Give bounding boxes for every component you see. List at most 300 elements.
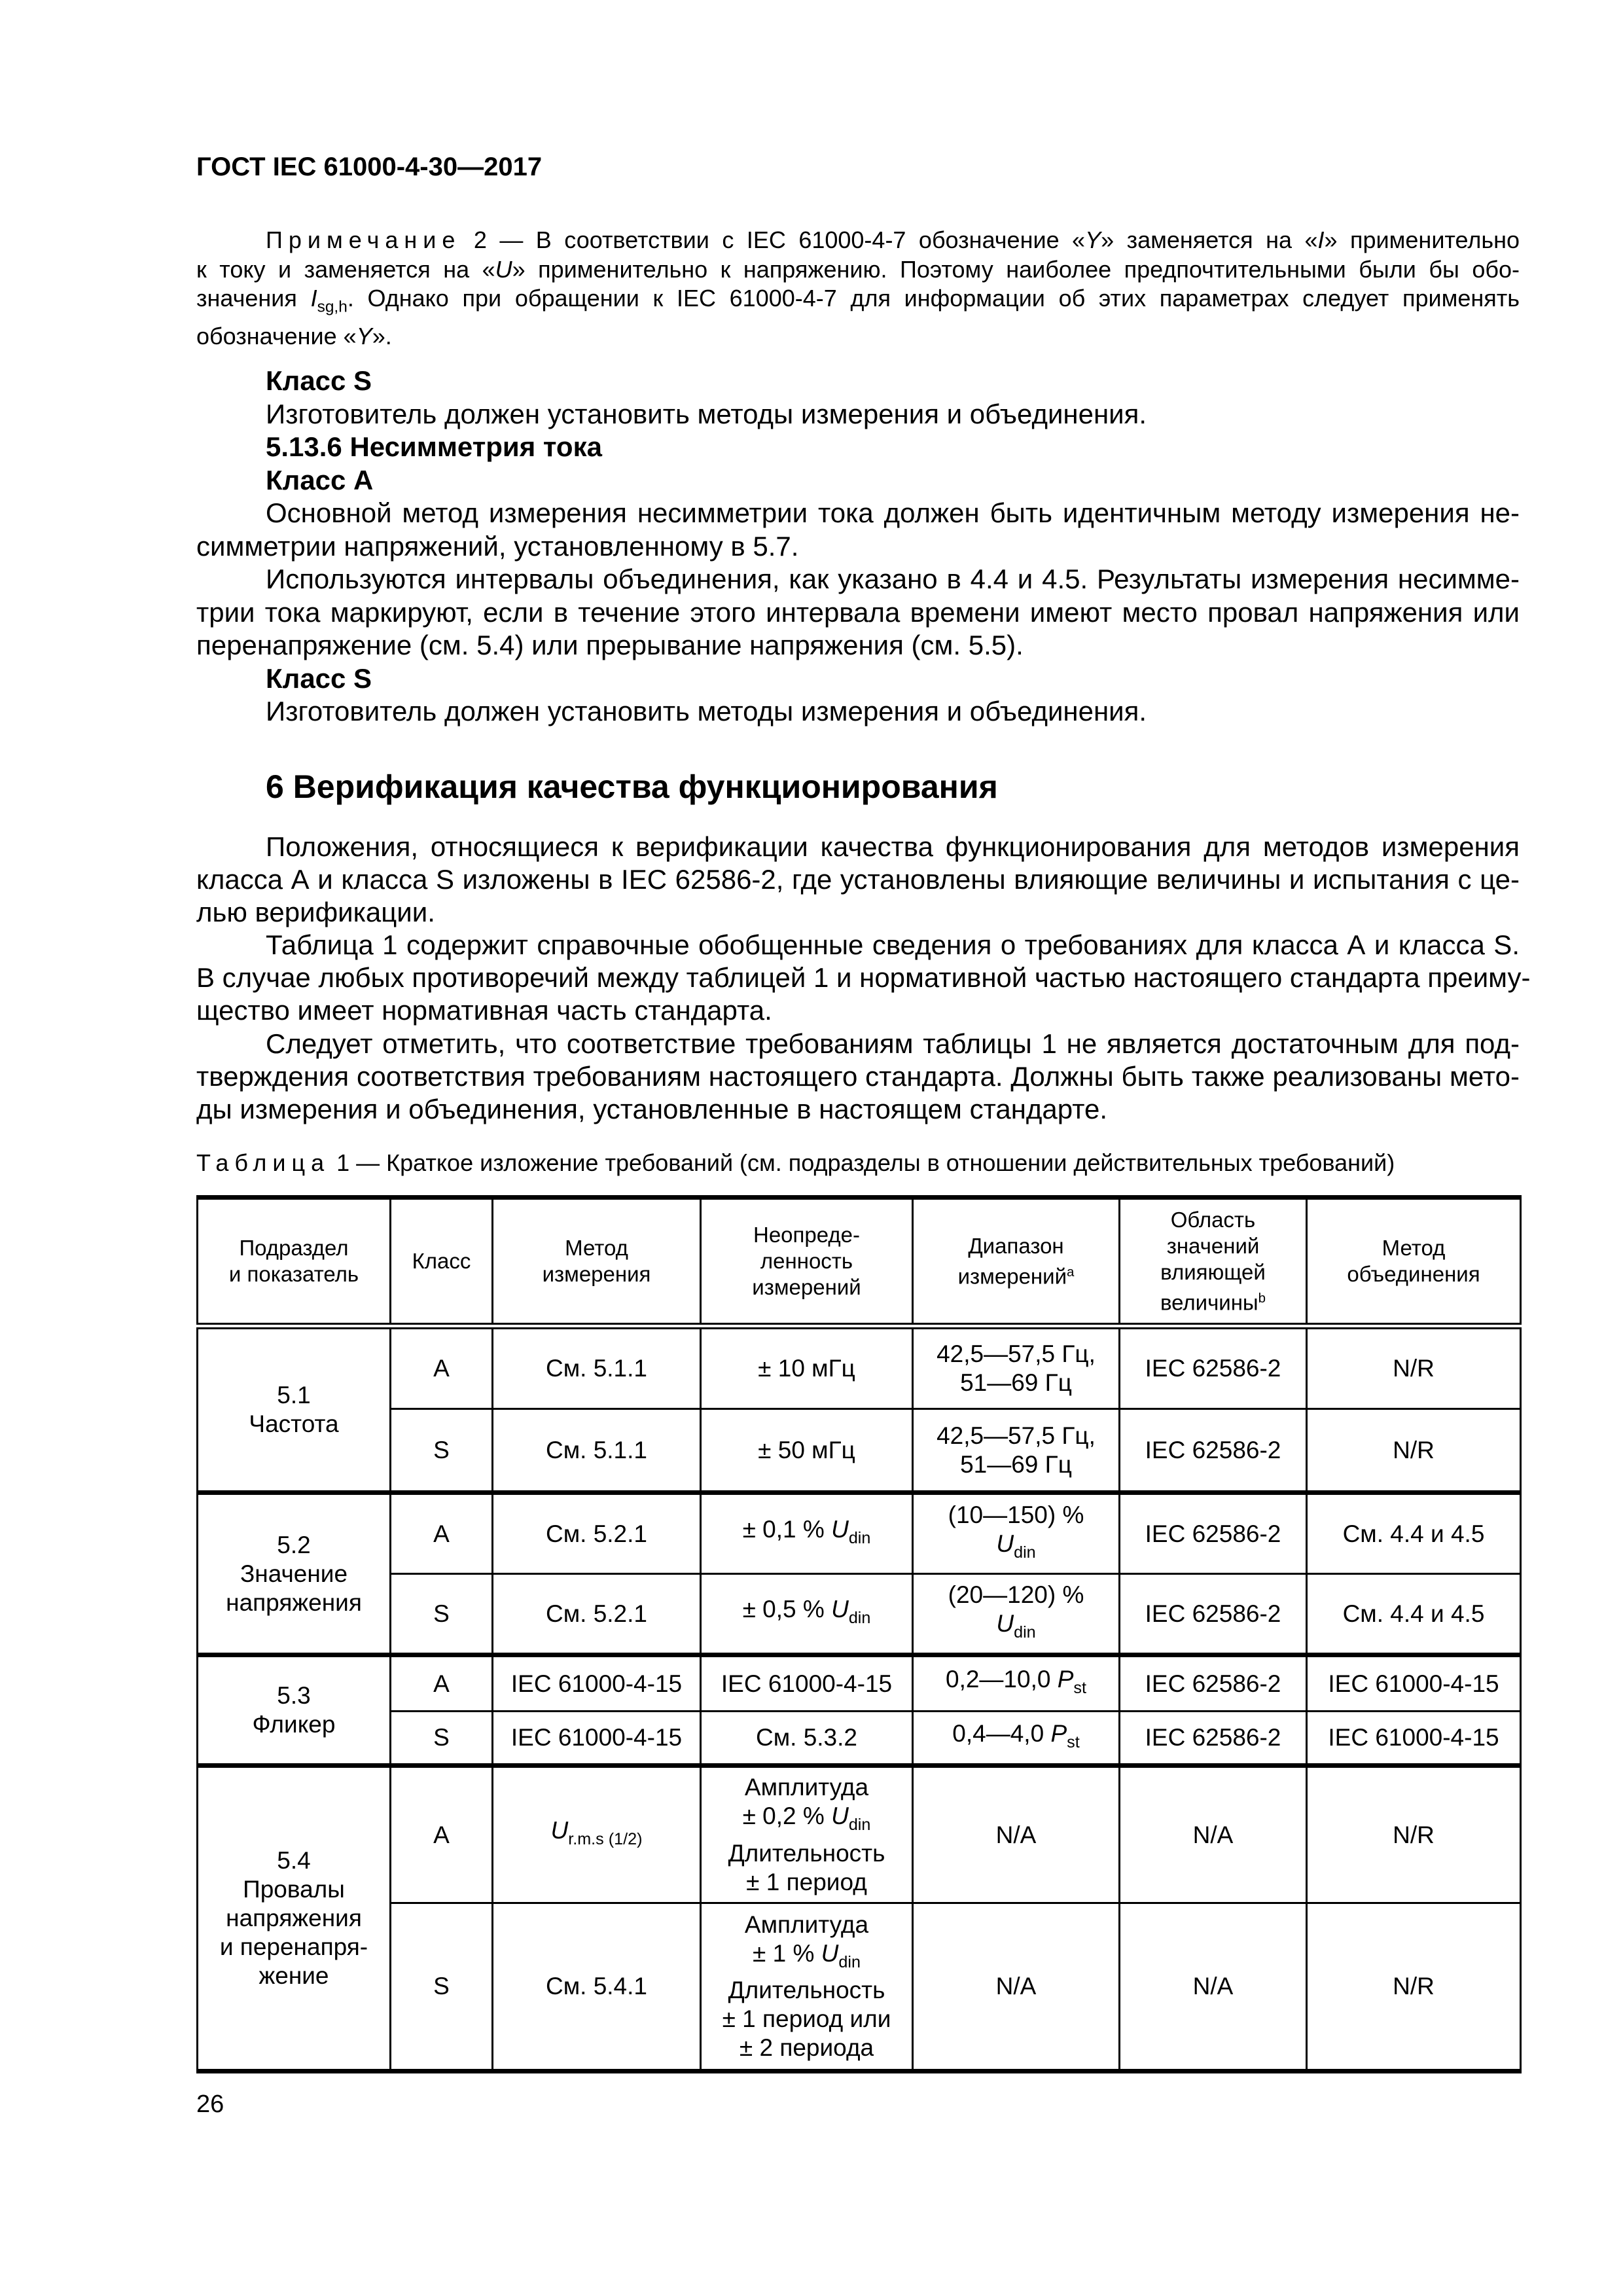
text-segment: N/R — [1393, 1354, 1435, 1382]
italic-symbol: U — [996, 1530, 1014, 1558]
text-line — [196, 431, 1520, 464]
italic-symbol: P — [1050, 1719, 1067, 1747]
cell-line — [1124, 1285, 1302, 1316]
italic-symbol: Y — [356, 323, 372, 350]
cell-line — [497, 1972, 696, 2001]
text-segment: Метод — [1382, 1235, 1446, 1260]
cell-line — [918, 1422, 1115, 1450]
cell-line — [1124, 1670, 1302, 1698]
cell-line — [395, 1723, 488, 1752]
table-cell — [493, 1326, 701, 1409]
cell-line — [1124, 1520, 1302, 1549]
table-cell — [913, 1326, 1120, 1409]
cell-line — [202, 1904, 385, 1933]
table-header-row — [198, 1198, 1521, 1326]
table-cell — [1120, 1712, 1307, 1766]
table-cell — [1120, 1766, 1307, 1903]
text-segment: A — [433, 1821, 450, 1848]
text-line — [196, 497, 1520, 530]
text-segment: ± 0,2 % — [742, 1803, 832, 1830]
italic-symbol: U — [831, 1596, 849, 1623]
table-row — [198, 1712, 1521, 1766]
cell-line — [497, 1354, 696, 1383]
table-cell — [391, 1766, 493, 1903]
text-line — [196, 284, 1520, 322]
cell-line — [1124, 1723, 1302, 1752]
table-cell — [701, 1766, 913, 1903]
text-line — [196, 596, 1520, 630]
text-segment: Примечание — [266, 226, 461, 253]
text-segment: Подраздел — [239, 1235, 349, 1260]
text-segment: 5.4 — [277, 1847, 311, 1874]
text-line — [196, 1093, 1520, 1126]
text-segment: Неопреде- — [753, 1222, 860, 1247]
table-cell — [913, 1655, 1120, 1712]
cell-line — [705, 1222, 908, 1248]
table-cell — [1307, 1903, 1521, 2072]
cell-line — [395, 1670, 488, 1698]
subscript: r.m.s (1/2) — [568, 1829, 643, 1848]
subscript: st — [1073, 1678, 1086, 1697]
cell-line — [202, 1681, 385, 1710]
text-segment: См. 5.1.1 — [545, 1354, 647, 1382]
text-segment: Изготовитель должен установить методы измерения и объединения. — [266, 696, 1147, 726]
text-segment: Изготовитель должен установить методы измерения и объединения. — [266, 398, 1147, 429]
text-segment: напряжения — [226, 1588, 362, 1616]
cell-line — [1311, 1670, 1516, 1698]
text-line — [196, 831, 1520, 863]
table-cell — [391, 1574, 493, 1655]
cell-line — [705, 1436, 908, 1465]
cell-line — [705, 1595, 908, 1632]
text-segment: величины — [1160, 1289, 1258, 1314]
text-segment: S — [433, 1600, 450, 1627]
column-header — [701, 1198, 913, 1326]
table-cell — [1120, 1493, 1307, 1574]
cell-line — [202, 1560, 385, 1588]
text-line — [196, 365, 1520, 398]
text-line — [196, 398, 1520, 431]
cell-line — [395, 1248, 488, 1274]
table-row — [198, 1903, 1521, 2072]
text-segment: жение — [259, 1962, 329, 1989]
text-segment: IEC 61000-4-15 — [1328, 1724, 1499, 1751]
cell-line — [918, 1233, 1115, 1259]
table-cell — [701, 1655, 913, 1712]
text-segment: » применительно — [1324, 226, 1520, 253]
text-segment: значения — [196, 285, 311, 312]
text-segment: IEC 61000-4-15 — [510, 1670, 683, 1697]
cell-line — [705, 1773, 908, 1802]
text-segment: к току и заменяется на « — [196, 255, 495, 283]
text-segment: класса А и класса S изложены в IEC 62586-2, где установлены влияющие величины и испытания с це- — [196, 864, 1520, 895]
cell-line — [497, 1436, 696, 1465]
column-header — [493, 1198, 701, 1326]
text-line — [196, 695, 1520, 728]
subscript: sg,h — [317, 298, 348, 316]
cell-line — [705, 2034, 908, 2062]
text-segment: тверждения соответствия требованиям настоящего стандарта. Должны быть также реализованы мето- — [196, 1060, 1520, 1092]
cell-line — [395, 1354, 488, 1383]
text-segment: N/R — [1393, 1821, 1435, 1848]
text-line — [196, 629, 1520, 662]
text-segment: Фликер — [252, 1711, 336, 1738]
text-segment: ». — [372, 323, 392, 350]
table-cell — [391, 1493, 493, 1574]
cell-line — [497, 1600, 696, 1628]
text-segment: См. 5.1.1 — [545, 1436, 647, 1463]
table-cell — [391, 1409, 493, 1493]
superscript: a — [1067, 1264, 1075, 1280]
table-caption — [196, 1149, 1395, 1177]
text-segment: объединения — [1347, 1261, 1480, 1286]
italic-symbol: I — [1317, 226, 1325, 253]
cell-line — [497, 1670, 696, 1698]
cell-line — [705, 1670, 908, 1698]
text-segment: 5.13.6 Несимметрия тока — [266, 431, 602, 462]
text-segment: щество имеет нормативная часть стандарта. — [196, 995, 772, 1026]
cell-line — [918, 1821, 1115, 1850]
text-segment: 42,5—57,5 Гц, — [936, 1422, 1096, 1449]
subscript: din — [1014, 1543, 1036, 1562]
cell-line — [1124, 1233, 1302, 1259]
cell-line — [1124, 1259, 1302, 1285]
cell-line — [918, 1972, 1115, 2001]
text-segment: ± 1 период или — [722, 2005, 891, 2033]
text-segment: N/A — [1192, 1821, 1234, 1848]
text-segment: IEC 62586-2 — [1145, 1520, 1281, 1547]
cell-line — [1124, 1821, 1302, 1850]
table-caption-label: Таблица — [196, 1149, 330, 1176]
table-cell — [1307, 1574, 1521, 1655]
column-header — [391, 1198, 493, 1326]
cell-line — [1311, 1821, 1516, 1850]
text-segment: 42,5—57,5 Гц, — [936, 1340, 1096, 1367]
text-segment: 51—69 Гц — [960, 1369, 1072, 1396]
text-segment: (10—150) % — [948, 1501, 1084, 1529]
cell-line — [918, 1450, 1115, 1479]
table-cell — [391, 1655, 493, 1712]
text-segment: См. 5.2.1 — [545, 1520, 647, 1547]
text-segment: N/A — [995, 1973, 1037, 2000]
text-segment: измерения — [542, 1261, 651, 1286]
text-segment: Амплитуда — [744, 1774, 869, 1801]
cell-line — [705, 1939, 908, 1977]
table-caption-text: 1 — Краткое изложение требований (см. подразделы в отношении действительных требований) — [330, 1149, 1395, 1176]
table-row — [198, 1655, 1521, 1712]
text-segment: Основной метод измерения несимметрии тока должен быть идентичным методу измерения не- — [266, 497, 1520, 528]
table-cell — [913, 1766, 1120, 1903]
cell-line — [497, 1520, 696, 1549]
cell-line — [918, 1581, 1115, 1609]
cell-line — [202, 1235, 385, 1261]
cell-line — [1311, 1354, 1516, 1383]
text-segment: 5.3 — [277, 1682, 311, 1709]
column-header — [1307, 1198, 1521, 1326]
text-segment: N/R — [1393, 1973, 1435, 2000]
text-line — [196, 929, 1520, 961]
table-cell — [493, 1574, 701, 1655]
table-cell — [391, 1903, 493, 2072]
text-segment: . Однако при обращении к IEC 61000-4-7 для информации об этих параметрах следует применять — [347, 285, 1520, 312]
text-segment: ± 1 % — [753, 1939, 821, 1967]
cell-line — [1311, 1436, 1516, 1465]
table-cell — [493, 1903, 701, 2072]
column-header — [198, 1198, 391, 1326]
section-5-13-text — [196, 365, 1520, 728]
table-cell — [493, 1712, 701, 1766]
column-header — [1120, 1198, 1307, 1326]
text-segment: и показатель — [228, 1261, 359, 1286]
subscript: din — [838, 1952, 861, 1971]
text-segment: N/R — [1393, 1436, 1435, 1463]
text-line — [196, 563, 1520, 596]
subsection-cell — [198, 1766, 391, 2072]
text-segment: 5.2 — [277, 1531, 311, 1558]
cell-line — [918, 1259, 1115, 1289]
table-row — [198, 1326, 1521, 1409]
superscript: b — [1258, 1290, 1266, 1306]
text-segment: IEC 61000-4-15 — [721, 1670, 893, 1697]
cell-line — [705, 1868, 908, 1897]
italic-symbol: U — [831, 1516, 849, 1543]
text-segment: См. 5.2.1 — [545, 1600, 647, 1627]
table-cell — [1307, 1655, 1521, 1712]
text-segment: ленность — [760, 1248, 853, 1273]
text-segment: Метод — [565, 1235, 628, 1260]
table-cell — [913, 1712, 1120, 1766]
text-segment: » заменяется на « — [1101, 226, 1318, 253]
section-6-text — [196, 831, 1531, 1126]
cell-line — [497, 1723, 696, 1752]
text-segment: обозначение « — [196, 323, 357, 350]
cell-line — [1311, 1520, 1516, 1549]
text-segment: См. 5.3.2 — [755, 1724, 857, 1751]
table-cell — [493, 1493, 701, 1574]
table-cell — [913, 1903, 1120, 2072]
text-segment: 5.1 — [277, 1381, 311, 1408]
text-segment: A — [433, 1520, 450, 1547]
cell-line — [202, 1710, 385, 1739]
text-segment: A — [433, 1354, 450, 1382]
text-segment: ± 50 мГц — [758, 1436, 855, 1463]
text-segment: лью верификации. — [196, 897, 435, 928]
note-2 — [196, 226, 1520, 351]
cell-line — [395, 1520, 488, 1549]
subscript: din — [1014, 1623, 1036, 1641]
text-segment: симметрии напряжений, установленному в 5.7. — [196, 530, 799, 562]
cell-line — [202, 1962, 385, 1990]
cell-line — [705, 1976, 908, 2005]
text-line — [196, 226, 1520, 255]
cell-line — [705, 1248, 908, 1274]
table-row — [198, 1766, 1521, 1903]
table-cell — [493, 1766, 701, 1903]
section-6-heading: 6 Верификация качества функционирования — [266, 768, 998, 805]
text-segment: и перенапря- — [219, 1933, 368, 1960]
page-number: 26 — [196, 2090, 224, 2118]
text-line — [196, 1060, 1520, 1093]
table-cell — [1307, 1493, 1521, 1574]
text-segment: Значение — [240, 1560, 348, 1587]
cell-line — [705, 1839, 908, 1868]
table-cell — [1120, 1574, 1307, 1655]
subscript: din — [848, 1608, 871, 1627]
cell-line — [705, 1802, 908, 1839]
cell-line — [202, 1261, 385, 1287]
text-segment: Класс S — [266, 365, 372, 396]
text-segment: Амплитуда — [744, 1910, 869, 1938]
text-segment: 2 — В соответствии с IEC 61000-4-7 обозначение « — [461, 226, 1086, 253]
text-segment: N/A — [995, 1821, 1037, 1848]
cell-line — [395, 1821, 488, 1850]
text-segment: Используются интервалы объединения, как указано в 4.4 и 4.5. Результаты измерения несимме- — [266, 564, 1520, 594]
cell-line — [202, 1381, 385, 1410]
table-cell — [701, 1903, 913, 2072]
text-segment: S — [433, 1724, 450, 1751]
text-segment: Класс S — [266, 662, 372, 694]
text-segment: A — [433, 1670, 450, 1697]
text-segment: измерений — [957, 1263, 1067, 1288]
cell-line — [918, 1719, 1115, 1757]
italic-symbol: P — [1057, 1666, 1074, 1693]
table-cell — [1307, 1712, 1521, 1766]
text-line — [196, 994, 1520, 1027]
text-segment: Длительность — [728, 1839, 885, 1867]
text-segment: В случае любых противоречий между таблицей 1 и нормативной частью настоящего стандарта преиму- — [196, 962, 1531, 994]
cell-line — [1124, 1207, 1302, 1233]
text-segment: ± 2 периода — [739, 2034, 874, 2062]
cell-line — [1311, 1261, 1516, 1287]
cell-line — [1311, 1600, 1516, 1628]
table-cell — [391, 1712, 493, 1766]
text-segment: ± 10 мГц — [758, 1354, 855, 1382]
text-segment: ± 0,1 % — [742, 1516, 832, 1543]
cell-line — [1124, 1600, 1302, 1628]
cell-line — [395, 1972, 488, 2001]
cell-line — [1124, 1436, 1302, 1465]
text-segment: Класс А — [266, 464, 374, 495]
text-line — [196, 255, 1520, 285]
table-cell — [701, 1326, 913, 1409]
text-segment: N/A — [1192, 1973, 1234, 2000]
cell-line — [1124, 1972, 1302, 2001]
table-cell — [1120, 1326, 1307, 1409]
table-cell — [1307, 1766, 1521, 1903]
cell-line — [918, 1609, 1115, 1647]
cell-line — [202, 1846, 385, 1875]
cell-line — [1311, 1235, 1516, 1261]
text-line — [196, 322, 1520, 351]
text-line — [196, 863, 1520, 896]
cell-line — [705, 1354, 908, 1383]
italic-symbol: U — [550, 1817, 569, 1844]
text-segment: IEC 61000-4-15 — [1328, 1670, 1499, 1697]
table-cell — [493, 1655, 701, 1712]
text-segment: ± 1 период — [746, 1868, 867, 1895]
column-header — [913, 1198, 1120, 1326]
text-segment: Частота — [249, 1410, 339, 1437]
cell-line — [705, 2005, 908, 2034]
cell-line — [705, 1723, 908, 1752]
cell-line — [395, 1436, 488, 1465]
text-line — [196, 1028, 1520, 1060]
text-segment: IEC 62586-2 — [1145, 1670, 1281, 1697]
italic-symbol: I — [310, 285, 317, 312]
text-segment: Диапазон — [968, 1233, 1064, 1258]
cell-line — [918, 1665, 1115, 1702]
text-segment: S — [433, 1973, 450, 2000]
cell-line — [918, 1340, 1115, 1369]
subsection-cell — [198, 1655, 391, 1766]
text-segment: IEC 62586-2 — [1145, 1724, 1281, 1751]
text-segment: 0,4—4,0 — [952, 1719, 1051, 1747]
cell-line — [918, 1369, 1115, 1397]
subscript: din — [848, 1815, 871, 1834]
table-cell — [1307, 1326, 1521, 1409]
text-segment: IEC 61000-4-15 — [510, 1724, 683, 1751]
table-cell — [701, 1409, 913, 1493]
italic-symbol: U — [831, 1803, 849, 1830]
cell-line — [918, 1501, 1115, 1530]
requirements-table — [196, 1195, 1522, 2073]
table-row — [198, 1409, 1521, 1493]
table-row — [198, 1574, 1521, 1655]
cell-line — [202, 1588, 385, 1617]
cell-line — [1124, 1354, 1302, 1383]
text-segment: S — [433, 1436, 450, 1463]
italic-symbol: U — [996, 1610, 1014, 1638]
text-segment: Класс — [412, 1248, 471, 1273]
italic-symbol: U — [821, 1939, 839, 1967]
text-segment: напряжения — [226, 1905, 362, 1931]
cell-line — [202, 1410, 385, 1439]
subscript: st — [1067, 1732, 1080, 1751]
subsection-cell — [198, 1326, 391, 1493]
text-segment: » применительно к напряжению. Поэтому наиболее предпочтительными были бы обо- — [512, 255, 1520, 283]
text-segment: См. 4.4 и 4.5 — [1342, 1520, 1485, 1547]
text-segment: ± 0,5 % — [742, 1596, 832, 1623]
table-cell — [493, 1409, 701, 1493]
text-segment: IEC 62586-2 — [1145, 1600, 1281, 1627]
text-segment: перенапряжение (см. 5.4) или прерывание напряжения (см. 5.5). — [196, 630, 1024, 660]
text-segment: влияющей — [1160, 1259, 1266, 1284]
table-cell — [701, 1712, 913, 1766]
table-cell — [913, 1574, 1120, 1655]
table-row — [198, 1493, 1521, 1574]
table-cell — [1120, 1903, 1307, 2072]
cell-line — [705, 1910, 908, 1939]
subscript: din — [848, 1528, 871, 1547]
text-segment: ды измерения и объединения, установленные в настоящем стандарте. — [196, 1093, 1108, 1124]
text-line — [196, 961, 1531, 994]
text-segment: См. 5.4.1 — [545, 1973, 647, 2000]
text-line — [196, 464, 1520, 497]
cell-line — [1311, 1723, 1516, 1752]
cell-line — [497, 1261, 696, 1287]
text-segment: трии тока маркируют, если в течение этого интервала времени имеют место провал напряжения или — [196, 596, 1520, 628]
cell-line — [497, 1235, 696, 1261]
italic-symbol: Y — [1085, 226, 1101, 253]
table-cell — [701, 1574, 913, 1655]
cell-line — [1311, 1972, 1516, 2001]
text-line — [196, 530, 1520, 564]
text-segment: (20—120) % — [948, 1581, 1084, 1609]
text-segment: Положения, относящиеся к верификации качества функционирования для методов измерения — [266, 831, 1520, 862]
text-segment: 0,2—10,0 — [946, 1666, 1058, 1693]
table-cell — [391, 1326, 493, 1409]
cell-line — [202, 1933, 385, 1962]
